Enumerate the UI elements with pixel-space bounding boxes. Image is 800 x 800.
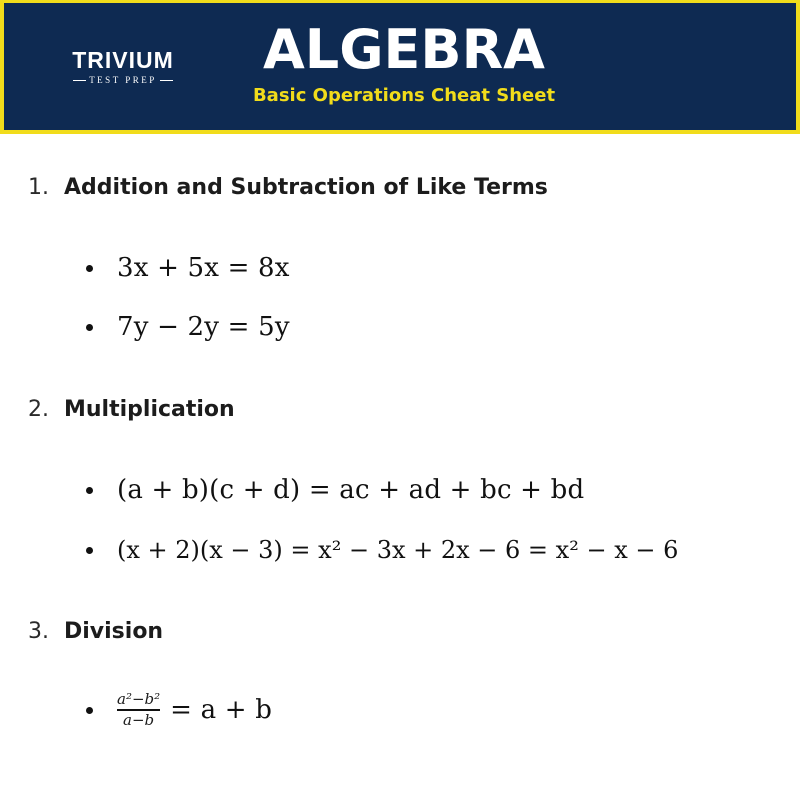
logo-sub-text: TEST PREP xyxy=(89,75,157,85)
section-title: Division xyxy=(64,619,164,644)
page-subtitle: Basic Operations Cheat Sheet xyxy=(252,85,556,106)
list-item xyxy=(86,690,272,730)
fraction-numerator: a²−b² xyxy=(117,690,161,709)
header-banner xyxy=(0,0,800,134)
list-item xyxy=(86,470,584,510)
logo-name: TRIVIUM xyxy=(72,47,174,73)
fraction xyxy=(117,691,160,728)
logo-rule-right xyxy=(160,80,173,81)
bullet-icon xyxy=(86,707,93,714)
list-item xyxy=(86,530,678,570)
section-heading-multiplication xyxy=(28,396,235,424)
equation: (x + 2)(x − 3) = x² − 3x + 2x − 6 = x² − x − 6 xyxy=(117,536,679,564)
fraction-denominator: a−b xyxy=(123,710,155,729)
section-number: 1. xyxy=(28,175,49,200)
equation: (a + b)(c + d) = ac + ad + bc + bd xyxy=(117,475,585,505)
bullet-icon xyxy=(86,324,93,331)
section-number: 3. xyxy=(28,619,49,644)
page-title: ALGEBRA xyxy=(263,18,545,81)
section-heading-addition xyxy=(28,174,548,202)
section-title: Addition and Subtraction of Like Terms xyxy=(64,175,548,200)
section-title: Multiplication xyxy=(64,397,235,422)
logo-subtitle xyxy=(62,75,184,85)
section-number: 2. xyxy=(28,397,49,422)
bullet-icon xyxy=(86,265,93,272)
equation: 7y − 2y = 5y xyxy=(117,312,290,342)
logo-rule-left xyxy=(73,80,86,81)
list-item xyxy=(86,248,290,288)
bullet-icon xyxy=(86,547,93,554)
section-heading-division xyxy=(28,618,163,646)
equation: 3x + 5x = 8x xyxy=(117,253,290,283)
list-item xyxy=(86,307,290,347)
fraction-result: = a + b xyxy=(170,695,273,725)
bullet-icon xyxy=(86,487,93,494)
trivium-logo xyxy=(62,47,184,85)
